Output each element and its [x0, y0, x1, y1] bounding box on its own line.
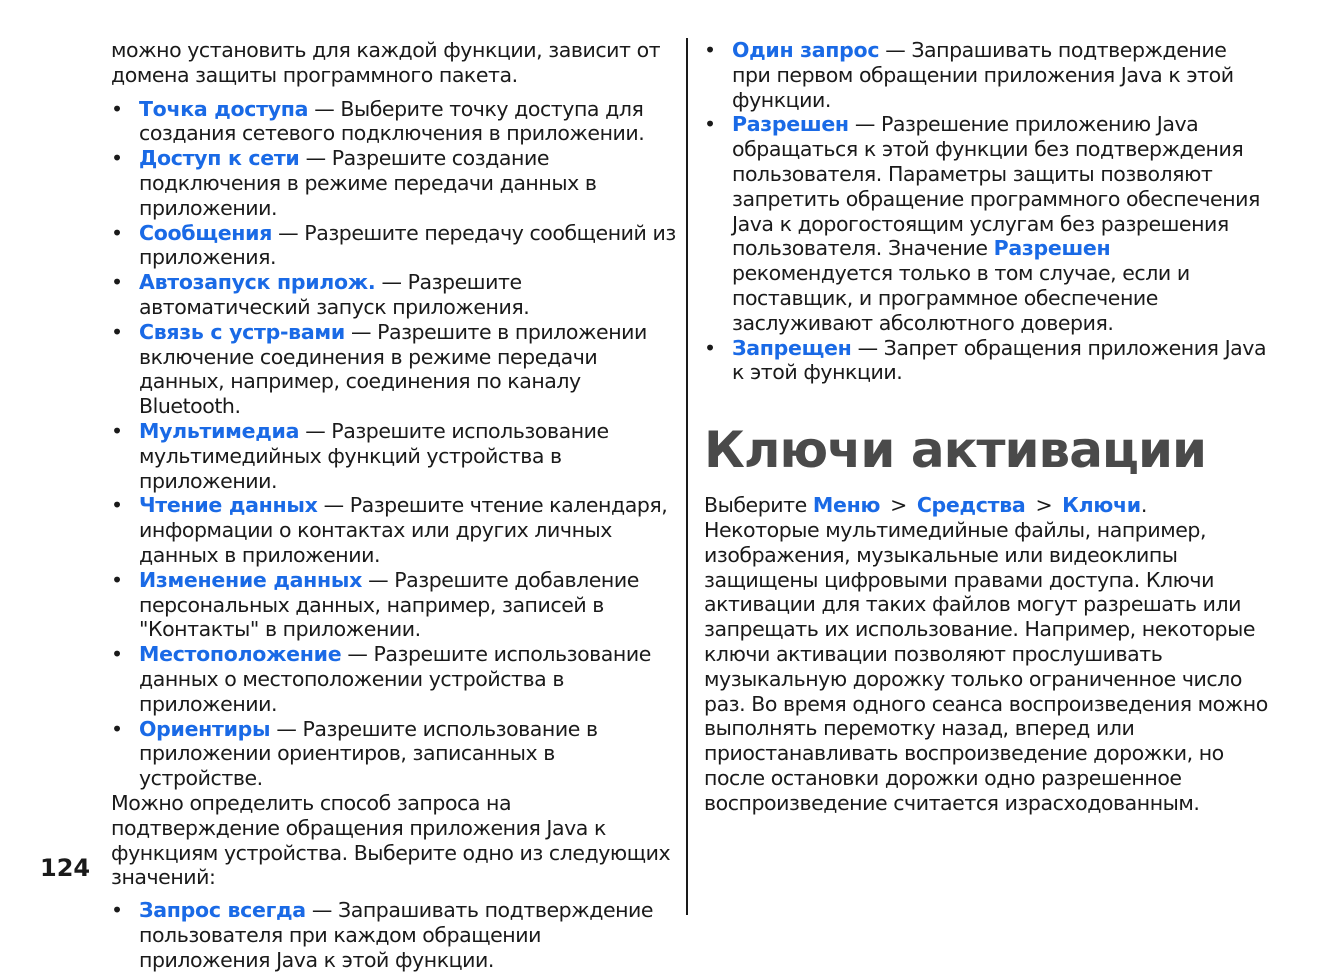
list-item — [111, 493, 677, 567]
term-allowed: Разрешен — [732, 112, 849, 137]
term-always-ask: Запрос всегда — [139, 898, 306, 923]
left-column — [111, 38, 677, 972]
term-description: — Запрашивать подтверждение при первом обращении приложения Java к этой функции. — [732, 38, 1234, 112]
term-allowed-inline: Разрешен — [993, 236, 1111, 261]
term-denied: Запрещен — [732, 335, 852, 360]
term-description: — Выберите точку доступа для создания сетевого подключения в приложении. — [139, 96, 645, 146]
list-item — [704, 336, 1270, 386]
intro-text: можно установить для каждой функции, зависит от домена защиты программного пакета. — [111, 38, 661, 87]
term-connectivity: Связь с устр-вами — [139, 319, 345, 344]
query-options-list-continued — [704, 38, 1270, 385]
list-item — [111, 419, 677, 493]
page-number: 124 — [40, 854, 91, 882]
term-description: рекомендуется только в том случае, если и поставщик, и программное обеспечение заслуживают абсолютного доверия. — [732, 261, 1190, 335]
list-item — [111, 717, 677, 791]
permission-list — [111, 97, 677, 791]
query-paragraph: Можно определить способ запроса на подтверждение обращения приложения Java к функциям устройства. Выберите одно из следующих значений: — [111, 790, 671, 890]
navigation-path — [704, 493, 1270, 518]
term-description: — Запрашивать подтверждение пользователя при каждом обращении приложения Java к этой функции. — [139, 898, 654, 972]
term-read-data: Чтение данных — [139, 493, 318, 518]
column-divider — [686, 38, 688, 915]
term-location: Местоположение — [139, 642, 342, 667]
term-edit-data: Изменение данных — [139, 567, 363, 592]
term-description: — Разрешите в приложении включение соединения в режиме передачи данных, например, соединения по каналу Bluetooth. — [139, 319, 647, 419]
nav-tools: Средства — [916, 493, 1026, 518]
list-item — [111, 270, 677, 320]
term-description: — Разрешите создание подключения в режиме передачи данных в приложении. — [139, 146, 597, 220]
list-item — [111, 146, 677, 220]
term-description: — Разрешите передачу сообщений из приложения. — [139, 220, 676, 270]
list-item — [111, 568, 677, 642]
list-item — [111, 642, 677, 716]
right-column — [704, 38, 1270, 816]
term-description: — Разрешите чтение календаря, информации о контактах или других личных данных в приложении. — [139, 493, 668, 567]
term-multimedia: Мультимедиа — [139, 418, 300, 443]
term-description: — Разрешите добавление персональных данных, например, записей в "Контакты" в приложении. — [139, 567, 639, 642]
term-description: — Разрешите использование данных о местоположении устройства в приложении. — [139, 642, 651, 716]
list-item — [704, 38, 1270, 112]
term-autostart: Автозапуск прилож. — [139, 270, 376, 295]
list-item — [111, 320, 677, 419]
nav-suffix: . — [1140, 493, 1147, 518]
term-ask-once: Один запрос — [732, 38, 880, 62]
list-item — [111, 898, 677, 972]
list-item — [111, 221, 677, 271]
term-description: — Разрешите использование в приложении ориентиров, записанных в устройстве. — [139, 716, 598, 791]
list-item — [704, 112, 1270, 335]
query-options-list — [111, 898, 677, 972]
nav-menu: Меню — [812, 493, 881, 518]
term-access-point: Точка доступа — [139, 96, 309, 121]
nav-separator: > — [1035, 493, 1053, 518]
section-heading: Ключи активации — [704, 421, 1207, 480]
nav-prefix: Выберите — [704, 493, 807, 518]
list-item — [111, 97, 677, 147]
term-network-access: Доступ к сети — [139, 146, 300, 171]
term-description: — Разрешение приложению Java обращаться к этой функции без подтверждения пользователя. Параметры защиты позволяют запретить обращение программного обеспечения Java к дорогостоящим услугам без разрешения пользователя. Значение — [732, 112, 1260, 261]
body-paragraph: Некоторые мультимедийные файлы, например, изображения, музыкальные или видеоклипы защищены цифровыми правами доступа. Ключи активации для таких файлов могут разрешать или запрещать их использование. Например, некоторые ключи активации позволяют прослушивать музыкальную дорожку только ограниченное число раз. Во время одного сеанса воспроизведения можно выполнять перемотку назад, вперед или приостанавливать воспроизведение дорожки, но после остановки дорожки одно разрешенное воспроизведение считается израсходованным. — [704, 517, 1268, 815]
term-description: — Разрешите автоматический запуск приложения. — [139, 270, 530, 319]
term-landmarks: Ориентиры — [139, 716, 271, 741]
nav-keys: Ключи — [1062, 493, 1141, 518]
term-description: — Разрешите использование мультимедийных функций устройства в приложении. — [139, 418, 609, 493]
nav-separator: > — [890, 493, 907, 518]
term-description: — Запрет обращения приложения Java к этой функции. — [732, 335, 1267, 385]
term-messages: Сообщения — [139, 220, 273, 245]
